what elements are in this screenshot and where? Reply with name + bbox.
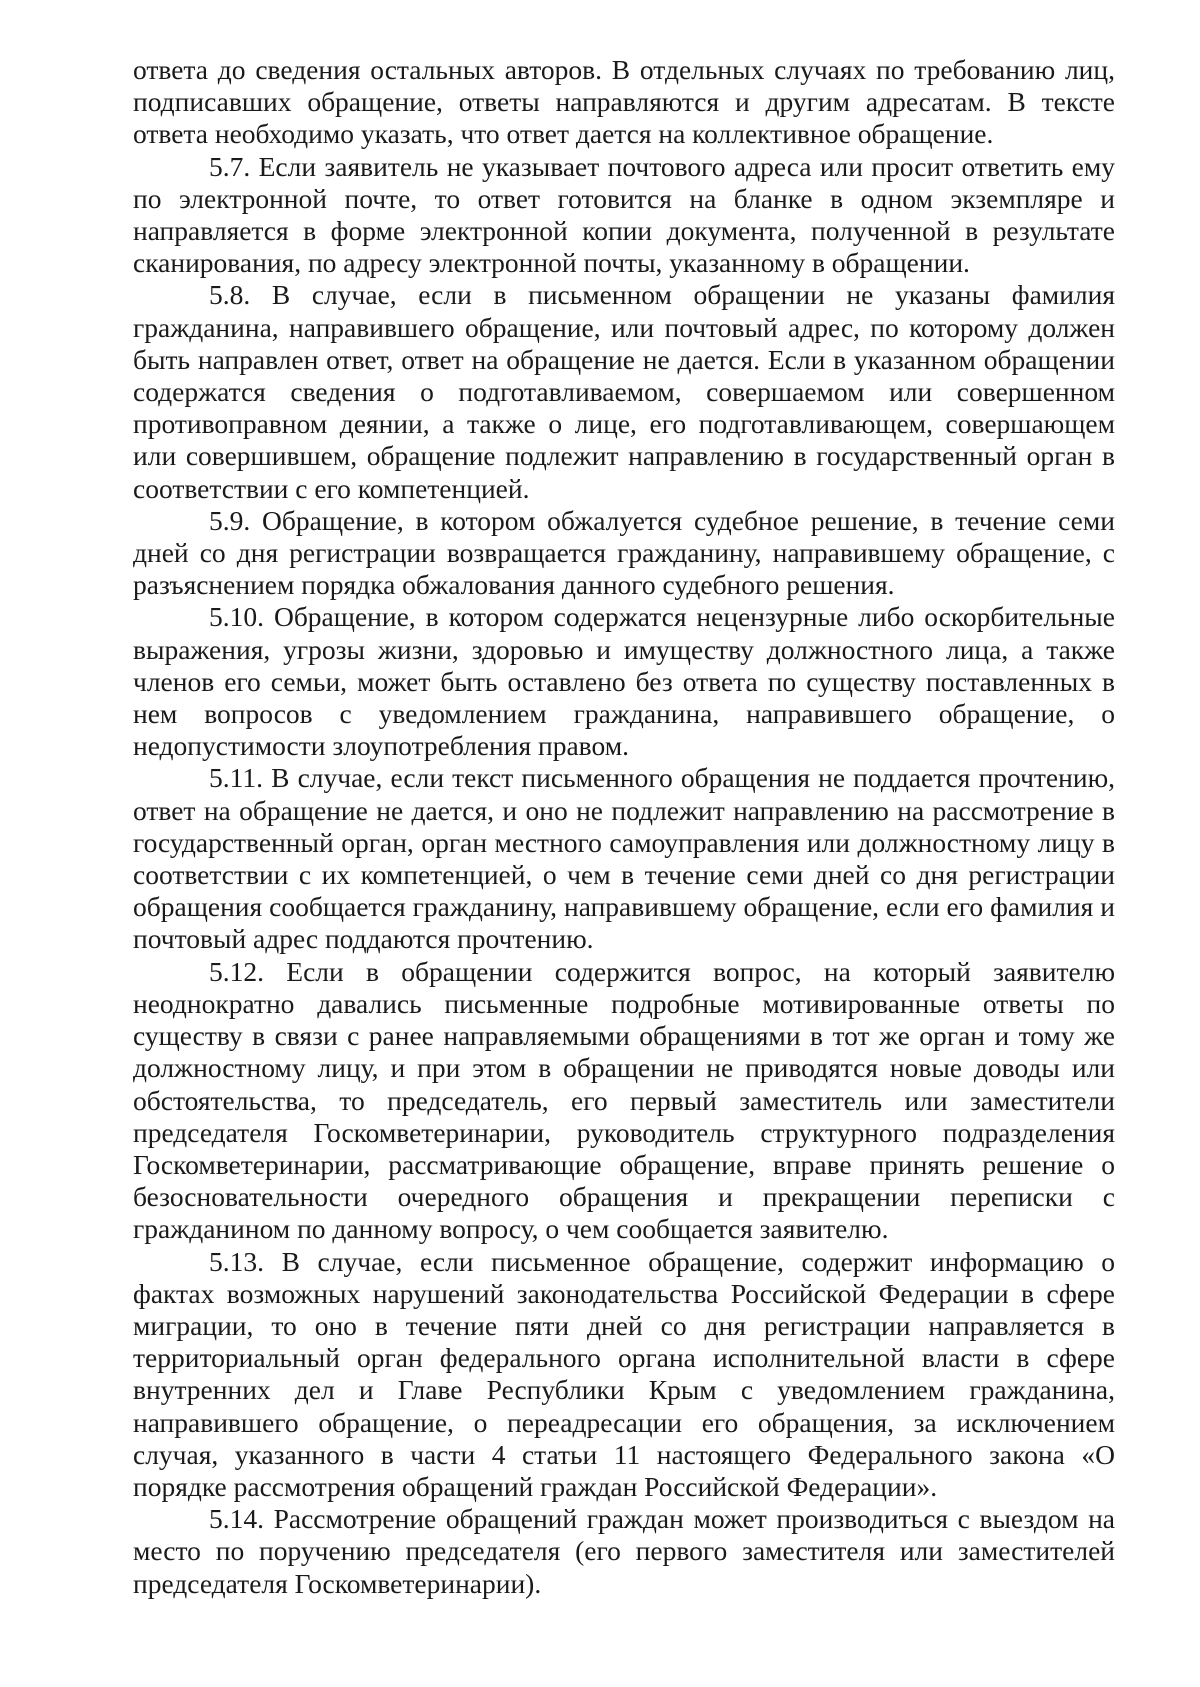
document-body xyxy=(133,54,1115,1600)
paragraph-5-12: 5.12. Если в обращении содержится вопрос, на который заявителю неоднократно давались письменные подробные мотивированные ответы по существу в связи с ранее направляемыми обращениями в тот же орган и тому же должностному лицу, и при этом в обращении не приводятся новые доводы или обстоятельства, то председатель, его первый заместитель или заместители председателя Госкомветеринарии, руководитель структурного подразделения Госкомветеринарии, рассматривающие обращение, вправе принять решение о безосновательности очередного обращения и прекращении переписки с гражданином по данному вопросу, о чем сообщается заявителю. xyxy=(133,955,1115,1245)
paragraph-5-8: 5.8. В случае, если в письменном обращении не указаны фамилия гражданина, направившего обращение, или почтовый адрес, по которому должен быть направлен ответ, ответ на обращение не дается. Если в указанном обращении содержатся сведения о подготавливаемом, совершаемом или совершенном противоправном деянии, а также о лице, его подготавливающем, совершающем или совершившем, обращение подлежит направлению в государственный орган в соответствии с его компетенцией. xyxy=(133,279,1115,504)
paragraph-5-13: 5.13. В случае, если письменное обращение, содержит информацию о фактах возможных нарушений законодательства Российской Федерации в сфере миграции, то оно в течение пяти дней со дня регистрации направляется в территориальный орган федерального органа исполнительной власти в сфере внутренних дел и Главе Республики Крым с уведомлением гражданина, направившего обращение, о переадресации его обращения, за исключением случая, указанного в части 4 статьи 11 настоящего Федерального закона «О порядке рассмотрения обращений граждан Российской Федерации». xyxy=(133,1245,1115,1502)
paragraph-5-14: 5.14. Рассмотрение обращений граждан может производиться с выездом на место по поручению председателя (его первого заместителя или заместителей председателя Госкомветеринарии). xyxy=(133,1503,1115,1599)
paragraph-5-7: 5.7. Если заявитель не указывает почтового адреса или просит ответить ему по электронной почте, то ответ готовится на бланке в одном экземпляре и направляется в форме электронной копии документа, полученной в результате сканирования, по адресу электронной почты, указанному в обращении. xyxy=(133,150,1115,279)
paragraph-5-10: 5.10. Обращение, в котором содержатся нецензурные либо оскорбительные выражения, угрозы жизни, здоровью и имуществу должностного лица, а также членов его семьи, может быть оставлено без ответа по существу поставленных в нем вопросов с уведомлением гражданина, направившего обращение, о недопустимости злоупотребления правом. xyxy=(133,601,1115,762)
paragraph-5-9: 5.9. Обращение, в котором обжалуется судебное решение, в течение семи дней со дня регистрации возвращается гражданину, направившему обращение, с разъяснением порядка обжалования данного судебного решения. xyxy=(133,504,1115,601)
paragraph-continuation: ответа до сведения остальных авторов. В отдельных случаях по требованию лиц, подписавших обращение, ответы направляются и другим адресатам. В тексте ответа необходимо указать, что ответ дается на коллективное обращение. xyxy=(133,54,1115,150)
paragraph-5-11: 5.11. В случае, если текст письменного обращения не поддается прочтению, ответ на обращение не дается, и оно не подлежит направлению на рассмотрение в государственный орган, орган местного самоуправления или должностному лицу в соответствии с их компетенцией, о чем в течение семи дней со дня регистрации обращения сообщается гражданину, направившему обращение, если его фамилия и почтовый адрес поддаются прочтению. xyxy=(133,762,1115,955)
